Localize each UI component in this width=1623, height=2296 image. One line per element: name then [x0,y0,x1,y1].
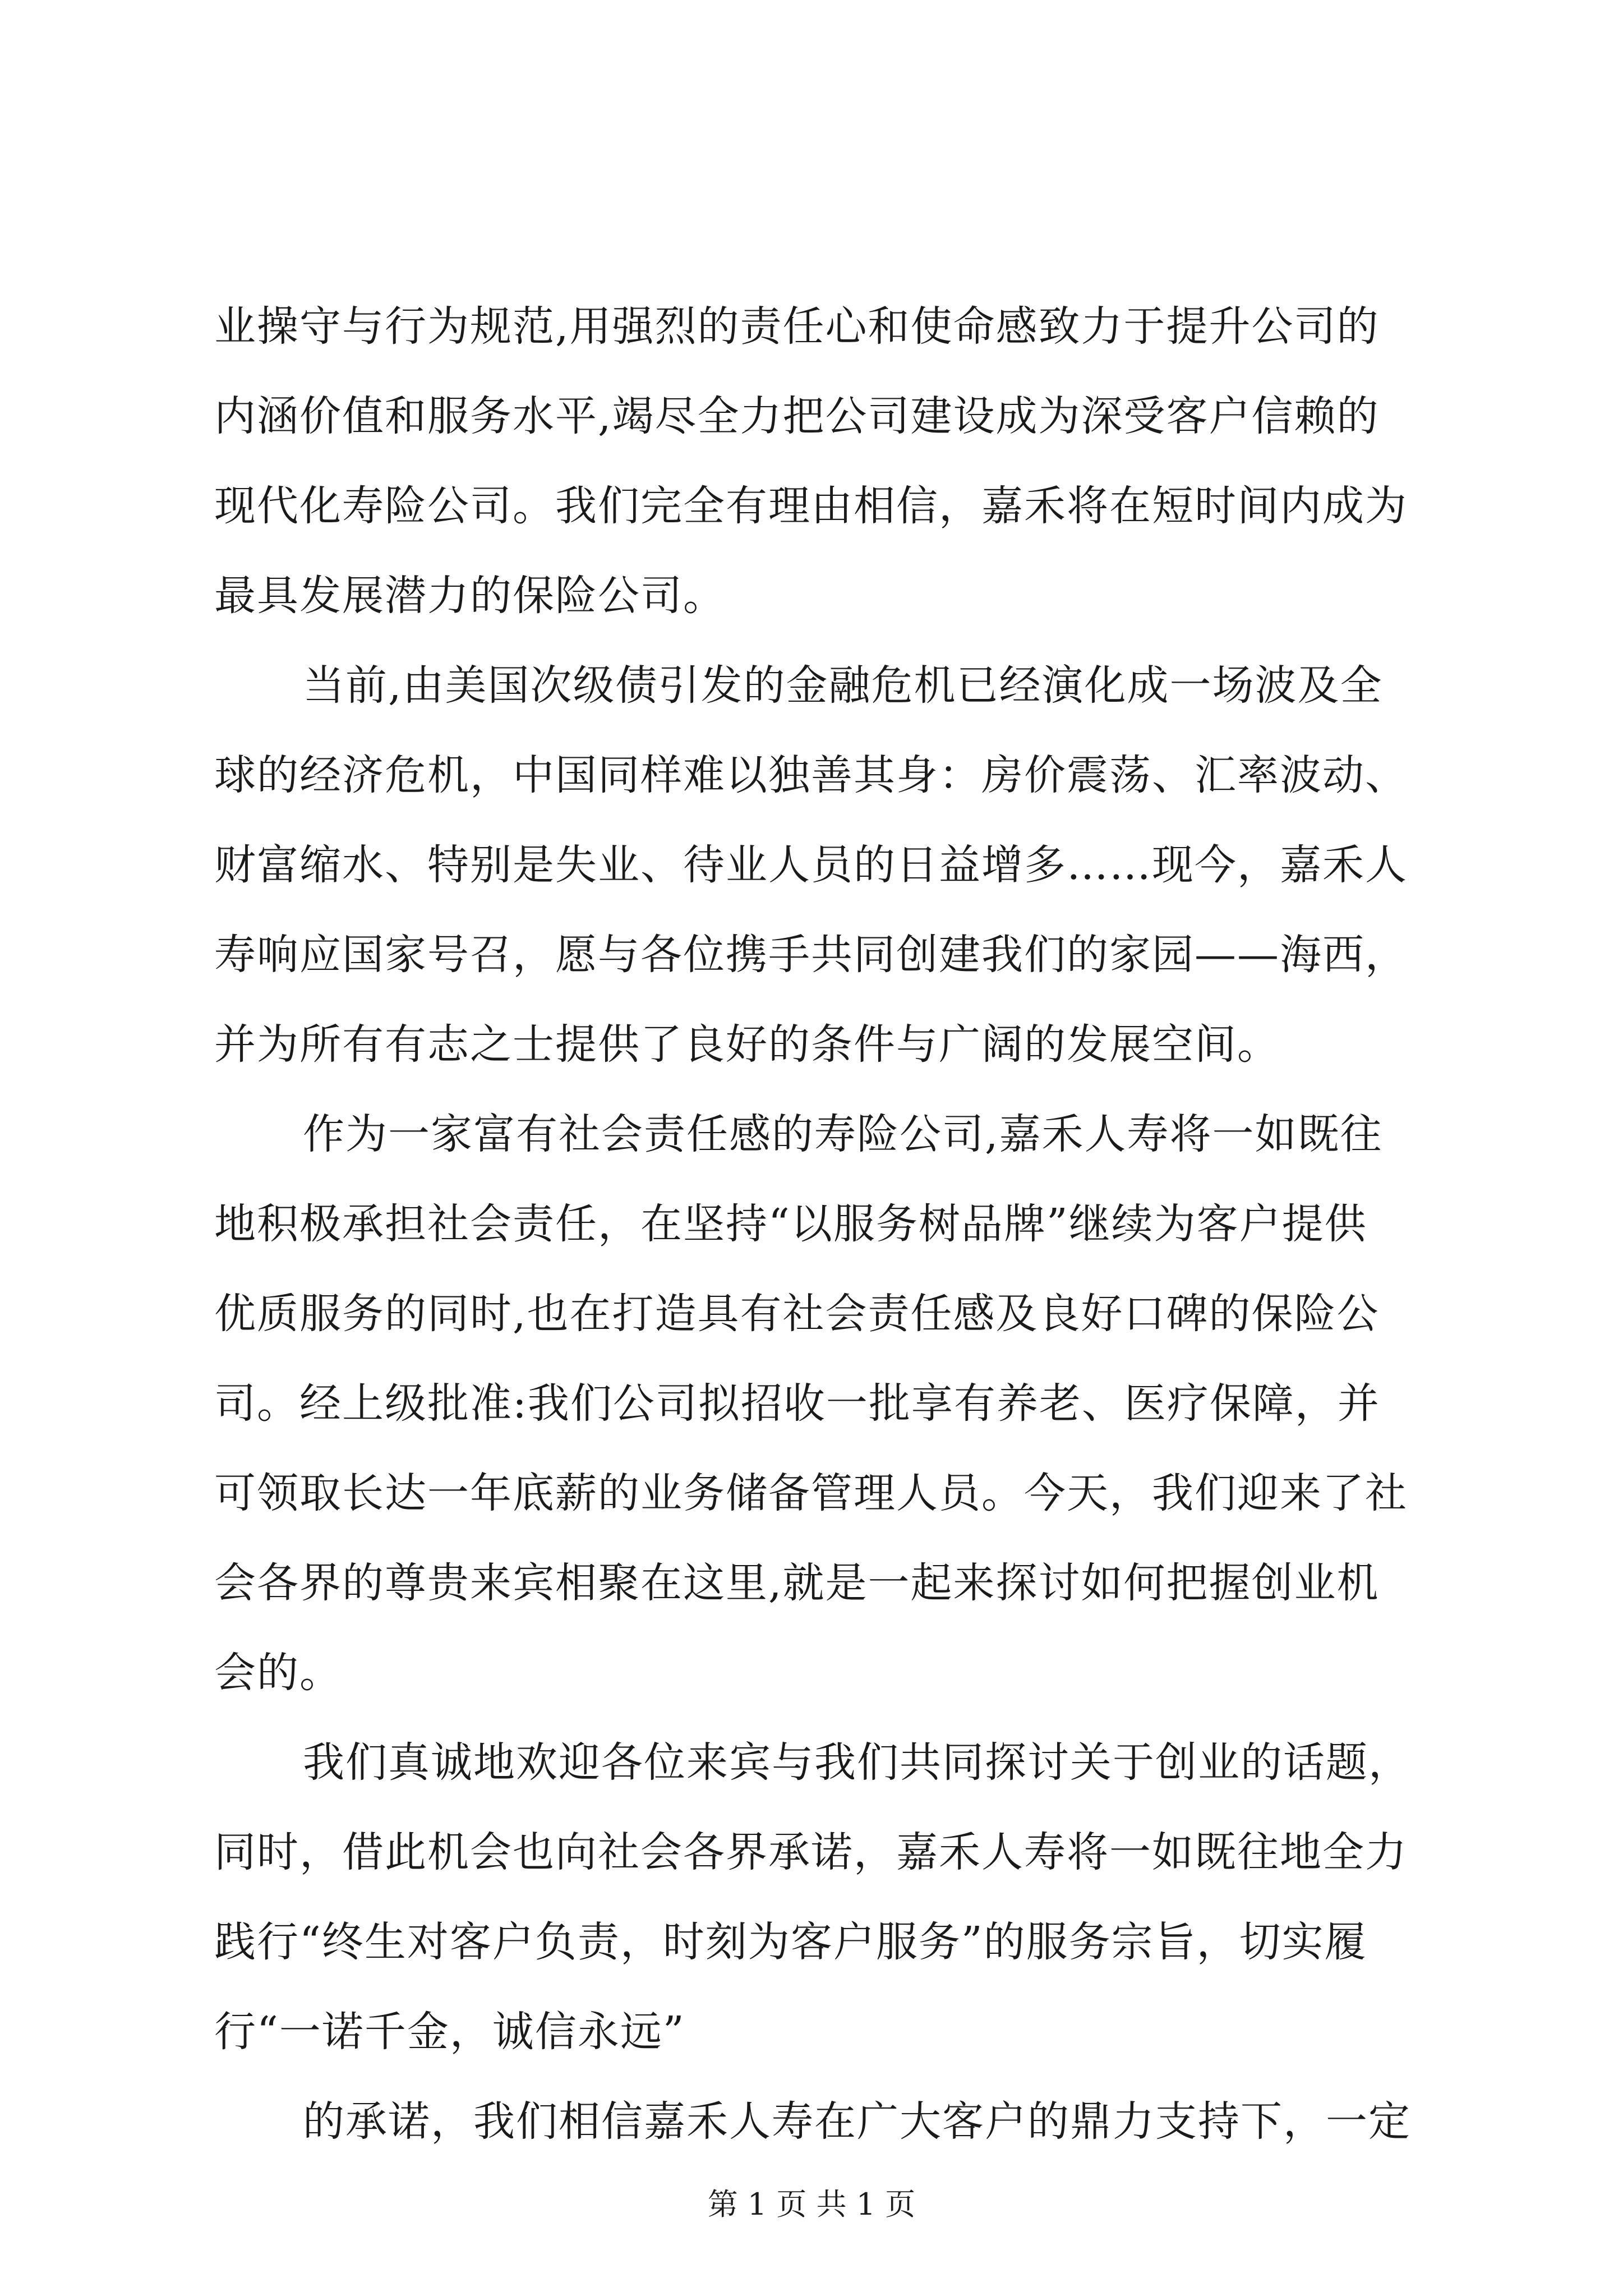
paragraph-line: 业操守与行为规范,用强烈的责任心和使命感致力于提升公司的 [214,302,1380,351]
page-number-footer: 第 1 页 共 1 页 [707,2187,916,2222]
paragraph-line: 现代化寿险公司。我们完全有理由相信，嘉禾将在短时间内成为 [214,482,1408,530]
paragraph-line: 作为一家富有社会责任感的寿险公司,嘉禾人寿将一如既往 [303,1110,1383,1158]
paragraph-line: 司。经上级批准:我们公司拟招收一批享有养老、医疗保障，并 [214,1379,1380,1428]
paragraph-line: 球的经济危机，中国同样难以独善其身：房价震荡、汇率波动、 [214,751,1408,799]
paragraph-line: 会各界的尊贵来宾相聚在这里,就是一起来探讨如何把握创业机 [214,1559,1380,1607]
paragraph-line: 我们真诚地欢迎各位来宾与我们共同探讨关于创业的话题， [303,1738,1411,1787]
paragraph-line: 践行“终生对客户负责，时刻为客户服务”的服务宗旨，切实履 [214,1918,1367,1966]
paragraph-line: 行“一诺千金，诚信永远” [214,2008,685,2056]
paragraph-line: 可领取长达一年底薪的业务储备管理人员。今天，我们迎来了社 [214,1469,1408,1517]
paragraph-line: 最具发展潜力的保险公司。 [214,572,726,620]
paragraph-line: 的承诺，我们相信嘉禾人寿在广大客户的鼎力支持下，一定 [303,2097,1411,2146]
paragraph-line: 当前,由美国次级债引发的金融危机已经演化成一场波及全 [303,661,1383,710]
paragraph-line: 内涵价值和服务水平,竭尽全力把公司建设成为深受客户信赖的 [214,392,1380,440]
paragraph-line: 优质服务的同时,也在打造具有社会责任感及良好口碑的保险公 [214,1290,1380,1338]
paragraph-line: 寿响应国家号召，愿与各位携手共同创建我们的家园——海西， [214,931,1408,979]
paragraph-line: 地积极承担社会责任，在坚持“以服务树品牌”继续为客户提供 [214,1200,1367,1248]
paragraph-line: 并为所有有志之士提供了良好的条件与广阔的发展空间。 [214,1020,1280,1069]
paragraph-line: 同时，借此机会也向社会各界承诺，嘉禾人寿将一如既往地全力 [214,1828,1408,1876]
paragraph-line: 会的。 [214,1649,342,1697]
paragraph-line: 财富缩水、特别是失业、待业人员的日益增多……现今，嘉禾人 [214,841,1408,889]
